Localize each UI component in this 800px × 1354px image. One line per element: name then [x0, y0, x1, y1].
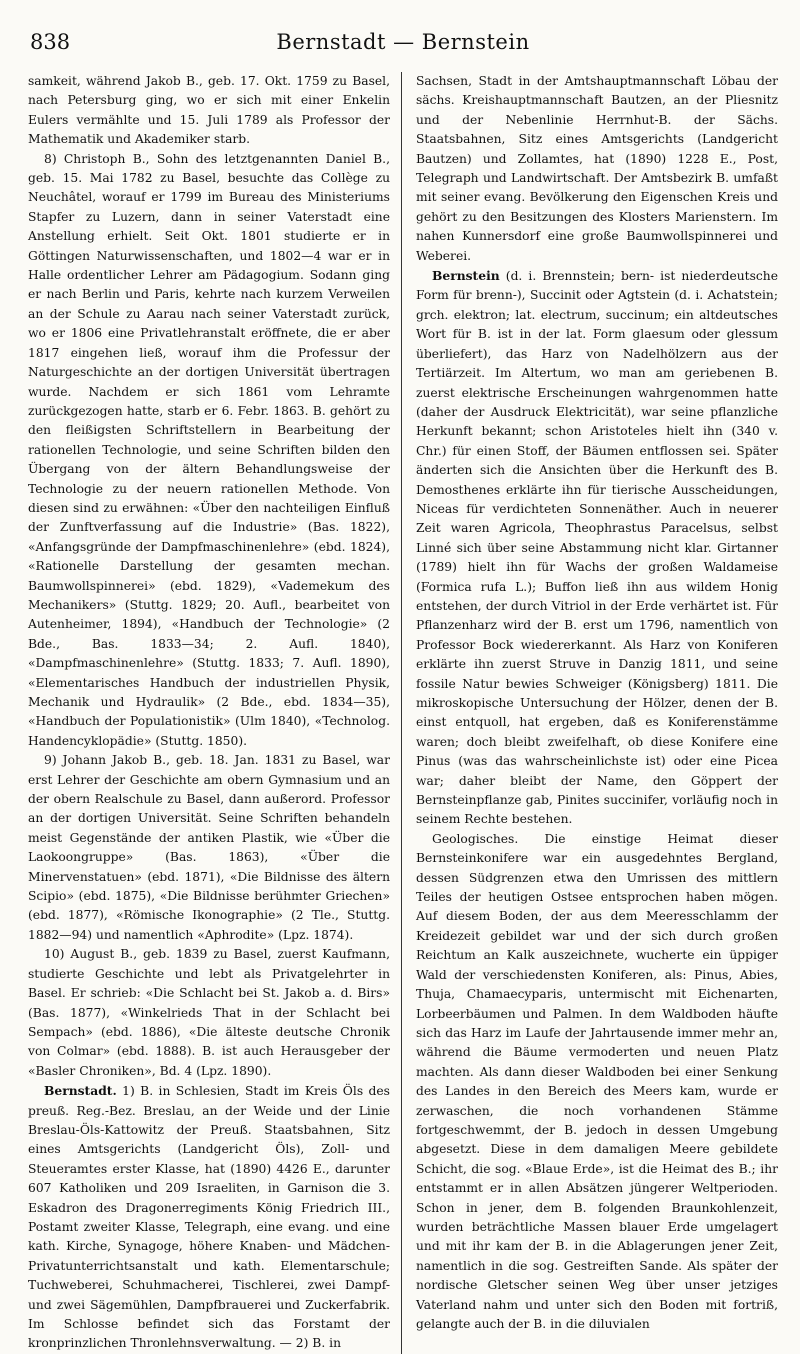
headword: Bernstein: [432, 268, 500, 284]
paragraph: Geologisches. Die einstige Heimat dieser Bernsteinkonifere war ein ausgedehntes Bergland, dessen Südgrenzen etwa den Umrissen des mittlern Teiles der heutigen Ostsee entsprochen haben mögen. Auf diesem Boden, der aus dem Meeresschlamm der Kreidezeit gebildet war und der sich durch großen Reichtum an Kalk auszeichnete, wucherte ein üppiger Wald der verschiedensten Koniferen, als: Pinus, Abies, Thuja, Chamaecyparis, untermischt mit Eichenarten, Lorbeerbäumen und Palmen. In dem Waldboden häufte sich das Harz im Laufe der Jahrtausende immer mehr an, während die Bäume vermoderten und neuen Platz machten. Als dann dieser Waldboden bei einer Senkung des Landes in den Bereich des Meers kam, wurde er zerwaschen, die noch vorhandenen Stämme fortgeschwemmt, der B. jedoch in dessen Umgebung abgesetzt. Diese in dem damaligen Meere gebildete Schicht, die sog. «Blaue Erde», ist die Heimat des B.; ihr entstammt er in allen Absätzen jüngerer Weltperioden. Schon in jener, dem B. folgenden Braunkohlenzeit, wurden beträchtliche Massen blauer Erde umgelagert und mit ihr kam der B. in die Ablagerungen jener Zeit, namentlich in die sog. Gestreiften Sande. Als später der nordische Gletscher seinen Weg über unser jetziges Vaterland nahm und unter sich den Boden mit fortriß, gelangte auch der B. in die diluvialen: [416, 831, 778, 1331]
entry-bernstadt: Bernstadt. 1) B. in Schlesien, Stadt im Kreis Öls des preuß. Reg.-Bez. Breslau, an der Weide und der Linie Breslau-Öls-Kattowitz der Preuß. Staatsbahnen, Sitz eines Amtsgerichts (Landgericht Öls), Zoll- und Steueramtes erster Klasse, hat (1890) 4426 E., darunter 607 Katholiken und 209 Israeliten, in Garnison die 3. Eskadron des Dragonerregiments König Friedrich III., Postamt zweiter Klasse, Telegraph, eine evang. und eine kath. Kirche, Synagoge, höhere Knaben- und Mädchen-Privatunterrichtsanstalt und kath. Elementarschule; Tuchweberei, Schuhmacherei, Tischlerei, zwei Dampf- und zwei Sägemühlen, Dampfbrauerei und Zuckerfabrik. Im Schlosse befindet sich das Forstamt der kronprinzlichen Thronlehnsverwaltung. — 2) B. in: [28, 1083, 390, 1351]
page-header: [28, 30, 778, 62]
entry-bernstein: Bernstein (d. i. Brennstein; bern- ist niederdeutsche Form für brenn-), Succinit oder Agtstein (d. i. Achatstein; grch. elektron; lat. electrum, succinum; ein altdeutsches Wort für B. ist in der lat. Form glaesum oder glessum überliefert), das Harz von Nadelhölzern aus der Tertiärzeit. Im Altertum, wo man am geriebenen B. zuerst elektrische Erscheinungen wahrgenommen hatte (daher der Ausdruck Elektricität), war seine pflanzliche Herkunft bekannt; schon Aristoteles hielt ihn (340 v. Chr.) für einen Stoff, der Bäumen entflossen sei. Später änderten sich die Ansichten über die Herkunft des B. Demosthenes erklärte ihn für tierische Ausscheidungen, Niceas für verdichteten Sonnenäther. Auch in neuerer Zeit waren Agricola, Theophrastus Paracelsus, selbst Linné sich über seine Abstammung nicht klar. Girtanner (1789) hielt ihn für Wachs der großen Waldameise (Formica rufa L.); Buffon ließ ihn aus wildem Honig entstehen, der durch Vitriol in der Erde verhärtet ist. Für Pflanzenharz wird der B. erst um 1796, namentlich von Professor Bock wiedererkannt. Als Harz von Koniferen erklärte ihn zuerst Struve in Danzig 1811, und seine fossile Natur bewies Schweiger (Königsberg) 1811. Die mikroskopische Untersuchung der Hölzer, denen der B. einst entquoll, hat ergeben, daß es Koniferenstämme waren; doch bleibt zweifelhaft, ob diese Konifere eine Pinus (was das wahrscheinlichste ist) oder eine Picea war; daher bleibt der Name, den Göppert der Bernsteinpflanze gab, Pinites succinifer, vorläufig noch in seinem Rechte bestehen.: [416, 268, 778, 827]
paragraph: 9) Johann Jakob B., geb. 18. Jan. 1831 zu Basel, war erst Lehrer der Geschichte am obern Gymnasium und an der obern Realschule zu Basel, dann außerord. Professor an der dortigen Universität. Seine Schriften behandeln meist Gegenstände der antiken Plastik, wie «Über die Laokoongruppe» (Bas. 1863), «Über die Minervenstatuen» (ebd. 1871), «Die Bildnisse des ältern Scipio» (ebd. 1875), «Die Bildnisse berühmter Griechen» (ebd. 1877), «Römische Ikonographie» (2 Tle., Stuttg. 1882—94) und namentlich «Aphrodite» (Lpz. 1874).: [28, 753, 390, 942]
paragraph: 8) Christoph B., Sohn des letztgenannten Daniel B., geb. 15. Mai 1782 zu Basel, besuchte das Collège zu Neuchâtel, worauf er 1799 im Bureau des Ministeriums Stapfer zu Luzern, dann in seiner Vaterstadt eine Anstellung erhielt. Seit Okt. 1801 studierte er in Göttingen Naturwissenschaften, und 1802—4 war er in Halle ordentlicher Lehrer am Pädagogium. Sodann ging er nach Berlin und Paris, kehrte nach kurzem Verweilen an der Schule zu Aarau nach seiner Vaterstadt zurück, wo er 1806 eine Privatlehranstalt eröffnete, die er aber 1817 eingehen ließ, worauf ihm die Professur der Naturgeschichte an der dortigen Universität übertragen wurde. Nachdem er sich 1861 vom Lehramte zurückgezogen hatte, starb er 6. Febr. 1863. B. gehört zu den fleißigsten Schriftstellern in Bearbeitung der rationellen Technologie, und seine Schriften bilden den Übergang von der ältern Behandlungsweise der Technologie zu der neuern rationellen Methode. Von diesen sind zu erwähnen: «Über den nachteiligen Einfluß der Zunftverfassung auf die Industrie» (Bas. 1822), «Anfangsgründe der Dampfmaschinenlehre» (ebd. 1824), «Rationelle Darstellung der gesamten mechan. Baumwollspinnerei» (ebd. 1829), «Vademekum des Mechanikers» (Stuttg. 1829; 20. Aufl., bearbeitet von Autenheimer, 1894), «Handbuch der Technologie» (2 Bde., Bas. 1833—34; 2. Aufl. 1840), «Dampfmaschinenlehre» (Stuttg. 1833; 7. Aufl. 1890), «Elementarisches Handbuch der industriellen Physik, Mechanik und Hydraulik» (2 Bde., ebd. 1834—35), «Handbuch der Populationistik» (Ulm 1840), «Technolog. Handencyklopädie» (Stuttg. 1850).: [28, 151, 390, 748]
page-number: 838: [30, 30, 71, 54]
paragraph: 10) August B., geb. 1839 zu Basel, zuerst Kaufmann, studierte Geschichte und lebt als Privatgelehrter in Basel. Er schrieb: «Die Schlacht bei St. Jakob a. d. Birs» (Bas. 1877), «Winkelrieds That in der Schlacht bei Sempach» (ebd. 1886), «Die älteste deutsche Chronik von Colmar» (ebd. 1888). B. ist auch Herausgeber der «Basler Chroniken», Bd. 4 (Lpz. 1890).: [28, 947, 390, 1078]
headword: Bernstadt.: [44, 1083, 117, 1099]
right-column: [416, 72, 778, 1354]
paragraph: Sachsen, Stadt in der Amtshauptmannschaft Löbau der sächs. Kreishauptmannschaft Bautzen, an der Pliesnitz und der Nebenlinie Herrnhut-B. der Sächs. Staatsbahnen, Sitz eines Amtsgerichts (Landgericht Bautzen) und Zollamtes, hat (1890) 1228 E., Post, Telegraph und Landwirtschaft. Der Amtsbezirk B. umfaßt mit seiner evang. Bevölkerung den Eigenschen Kreis und gehört zu den Besitzungen des Klosters Marienstern. Im nahen Kunnersdorf eine große Baumwollspinnerei und Weberei.: [416, 74, 778, 263]
running-head: Bernstadt — Bernstein: [276, 30, 530, 54]
paragraph: samkeit, während Jakob B., geb. 17. Okt. 1759 zu Basel, nach Petersburg ging, wo er sich mit einer Enkelin Eulers vermählte und 15. Juli 1789 als Professor der Mathematik und Akademiker starb.: [28, 74, 390, 147]
left-column: [28, 72, 390, 1354]
column-divider: [401, 72, 402, 1354]
text-columns: [28, 72, 778, 1354]
